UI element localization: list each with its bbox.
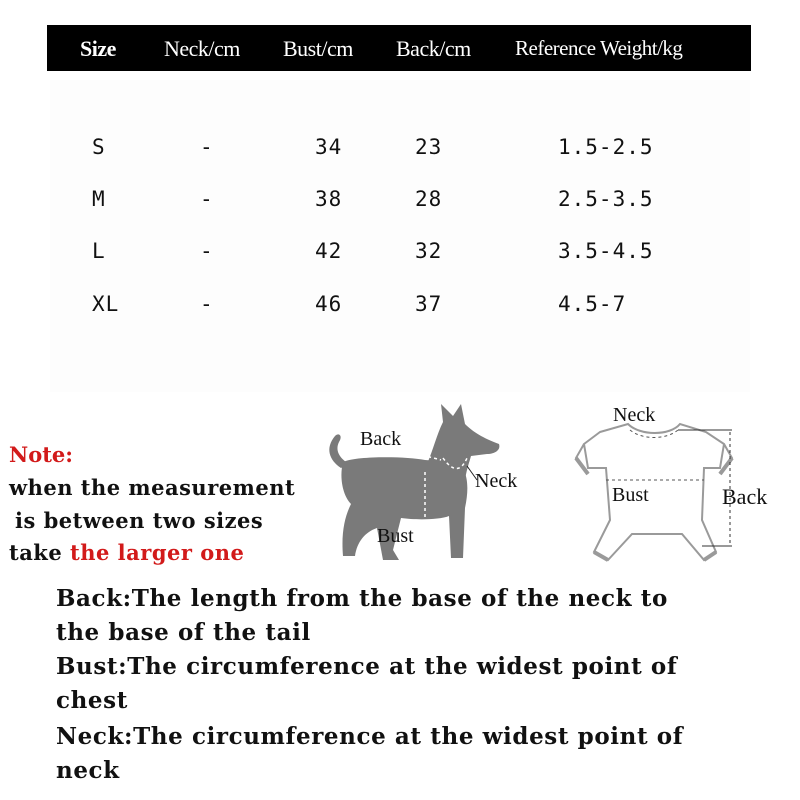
cell-back: 28 <box>415 187 443 211</box>
table-row <box>50 135 750 165</box>
back-description: Back:The length from the base of the neck to <box>56 585 668 612</box>
cell-neck: - <box>200 187 214 211</box>
cell-back: 32 <box>415 239 443 263</box>
cell-back: 37 <box>415 292 443 316</box>
cell-weight: 1.5-2.5 <box>558 135 654 159</box>
note-title: Note: <box>9 442 74 467</box>
bust-description: Bust:The circumference at the widest point of <box>56 653 678 680</box>
header-neck: Neck/cm <box>164 36 240 61</box>
garment-measurement-diagram <box>560 400 780 580</box>
size-table <box>50 80 750 392</box>
cell-size: M <box>92 187 106 211</box>
cell-size: S <box>92 135 106 159</box>
cell-weight: 3.5-4.5 <box>558 239 654 263</box>
note-line: is between two sizes <box>15 508 264 533</box>
dog-neck-label: Neck <box>475 470 518 492</box>
back-description-cont: the base of the tail <box>56 619 311 646</box>
cell-weight: 2.5-3.5 <box>558 187 654 211</box>
cell-neck: - <box>200 292 214 316</box>
dog-bust-label: Bust <box>377 525 414 547</box>
header-back: Back/cm <box>396 36 471 61</box>
neck-description-cont: neck <box>56 757 120 784</box>
bust-description-cont: chest <box>56 687 128 714</box>
note-take: take <box>9 540 71 565</box>
neck-description: Neck:The circumference at the widest point of <box>56 723 684 750</box>
table-row <box>50 292 750 322</box>
header-size: Size <box>80 36 116 61</box>
table-row <box>50 187 750 217</box>
dog-back-label: Back <box>360 428 402 450</box>
dog-measurement-diagram <box>315 400 530 580</box>
cell-bust: 38 <box>315 187 343 211</box>
size-table-header <box>47 25 751 71</box>
cell-neck: - <box>200 239 214 263</box>
note-line <box>9 540 244 565</box>
cell-size: XL <box>92 292 120 316</box>
cell-bust: 34 <box>315 135 343 159</box>
garment-back-label: Back <box>722 484 768 509</box>
table-row <box>50 239 750 269</box>
cell-bust: 46 <box>315 292 343 316</box>
cell-weight: 4.5-7 <box>558 292 627 316</box>
garment-neck-label: Neck <box>613 404 656 426</box>
note-highlight: the larger one <box>70 540 245 565</box>
garment-bust-label: Bust <box>612 484 649 506</box>
cell-back: 23 <box>415 135 443 159</box>
cell-bust: 42 <box>315 239 343 263</box>
header-bust: Bust/cm <box>283 36 353 61</box>
cell-neck: - <box>200 135 214 159</box>
cell-size: L <box>92 239 106 263</box>
header-weight: Reference Weight/kg <box>515 36 683 60</box>
note-line: when the measurement <box>9 475 296 500</box>
